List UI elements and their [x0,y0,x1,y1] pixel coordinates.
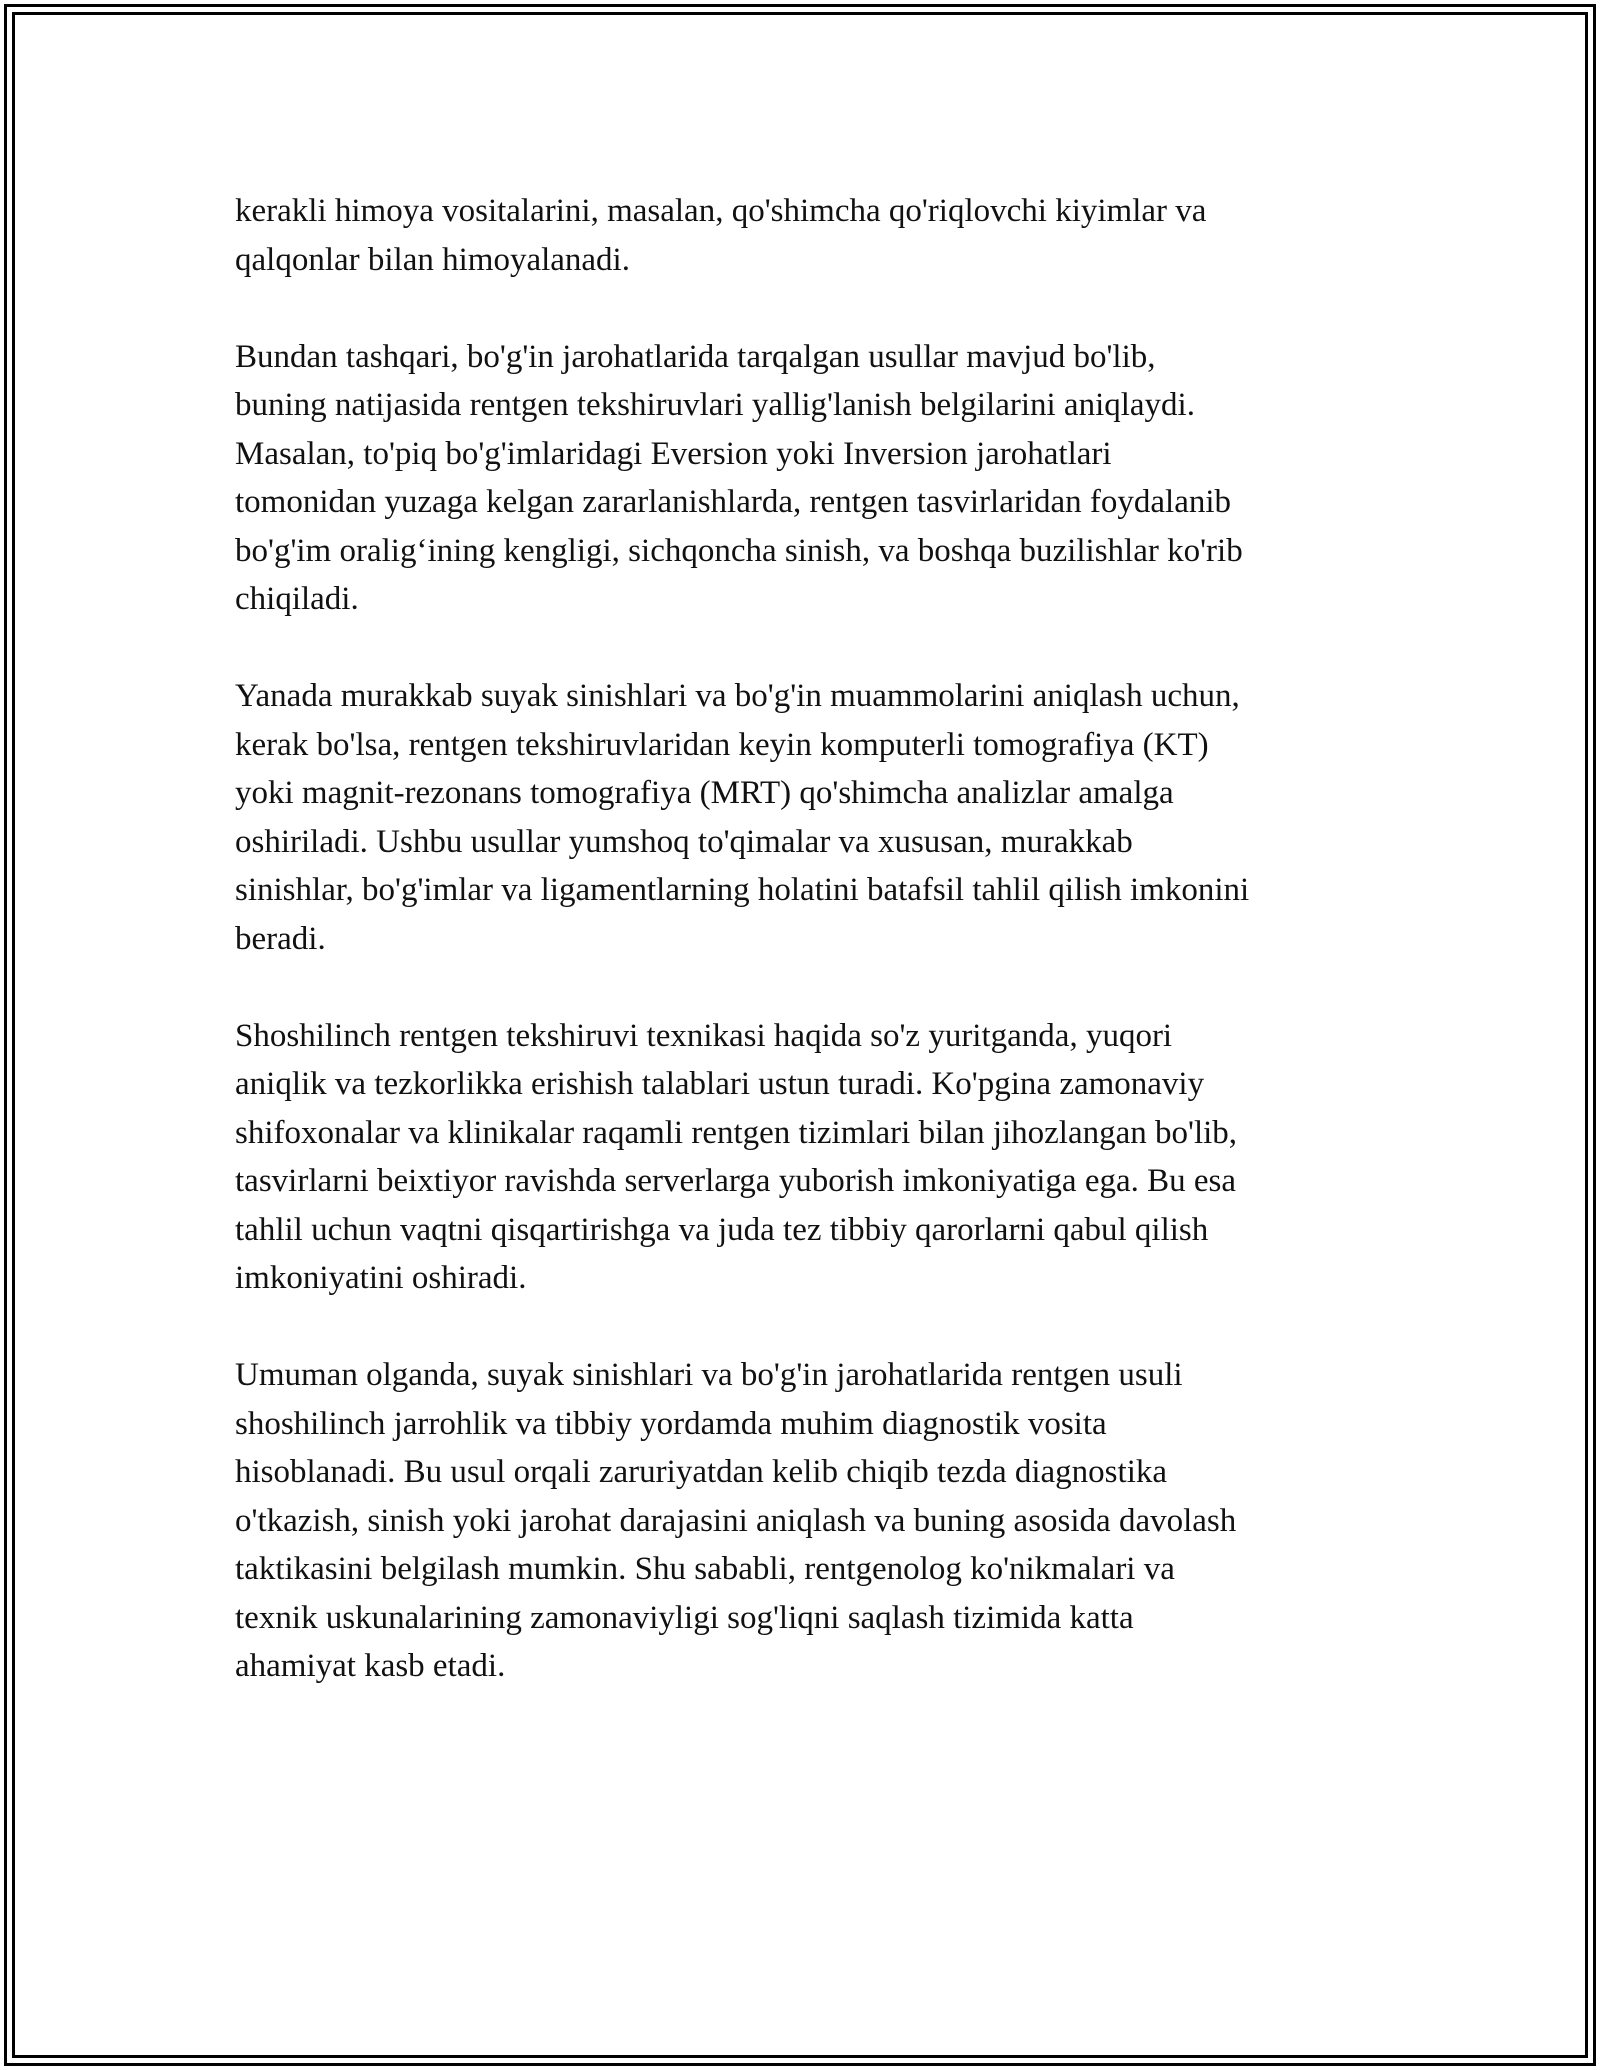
document-body [235,187,1375,1691]
paragraph-4: Shoshilinch rentgen tekshiruvi texnikasi haqida so'z yuritganda, yuqori aniqlik va tezkorlikka erishish talablari ustun turadi. Ko'pgina zamonaviy shifoxonalar va klinikalar raqamli rentgen tizimlari bilan jihozlangan bo'lib, tasvirlarni beixtiyor ravishda serverlarga yuborish imkoniyatiga ega. Bu esa tahlil uchun vaqtni qisqartirishga va juda tez tibbiy qarorlarni qabul qilish imkoniyatini oshiradi. [235,1017,1238,1296]
paragraph-5: Umuman olganda, suyak sinishlari va bo'g'in jarohatlarida rentgen usuli shoshilinch jarrohlik va tibbiy yordamda muhim diagnostik vosita hisoblanadi. Bu usul orqali zaruriyatdan kelib chiqib tezda diagnostika o'tkazish, sinish yoki jarohat darajasini aniqlash va buning asosida davolash taktikasini belgilash mumkin. Shu sababli, rentgenolog ko'nikmalari va texnik uskunalarining zamonaviyligi sog'liqni saqlash tizimida katta ahamiyat kasb etadi. [235,1357,1237,1684]
paragraph-2: Bundan tashqari, bo'g'in jarohatlarida tarqalgan usullar mavjud bo'lib, buning natijasida rentgen tekshiruvlari yallig'lanish belgilarini aniqlaydi. Masalan, to'piq bo'g'imlaridagi Eversion yoki Inversion jarohatlari tomonidan yuzaga kelgan zararlanishlarda, rentgen tasvirlaridan foydalanib bo'g'im oralig‘ining kengligi, sichqoncha sinish, va boshqa buzilishlar ko'rib chiqiladi. [235,338,1243,617]
paragraph-1: kerakli himoya vositalarini, masalan, qo'shimcha qo'riqlovchi kiyimlar va qalqonlar bilan himoyalanadi. [235,193,1207,278]
paragraph-3: Yanada murakkab suyak sinishlari va bo'g'in muammolarini aniqlash uchun, kerak bo'lsa, rentgen tekshiruvlaridan keyin komputerli tomografiya (KT) yoki magnit-rezonans tomografiya (MRT) qo'shimcha analizlar amalga oshiriladi. Ushbu usullar yumshoq to'qimalar va xususan, murakkab sinishlar, bo'g'imlar va ligamentlarning holatini batafsil tahlil qilish imkonini beradi. [235,678,1250,957]
